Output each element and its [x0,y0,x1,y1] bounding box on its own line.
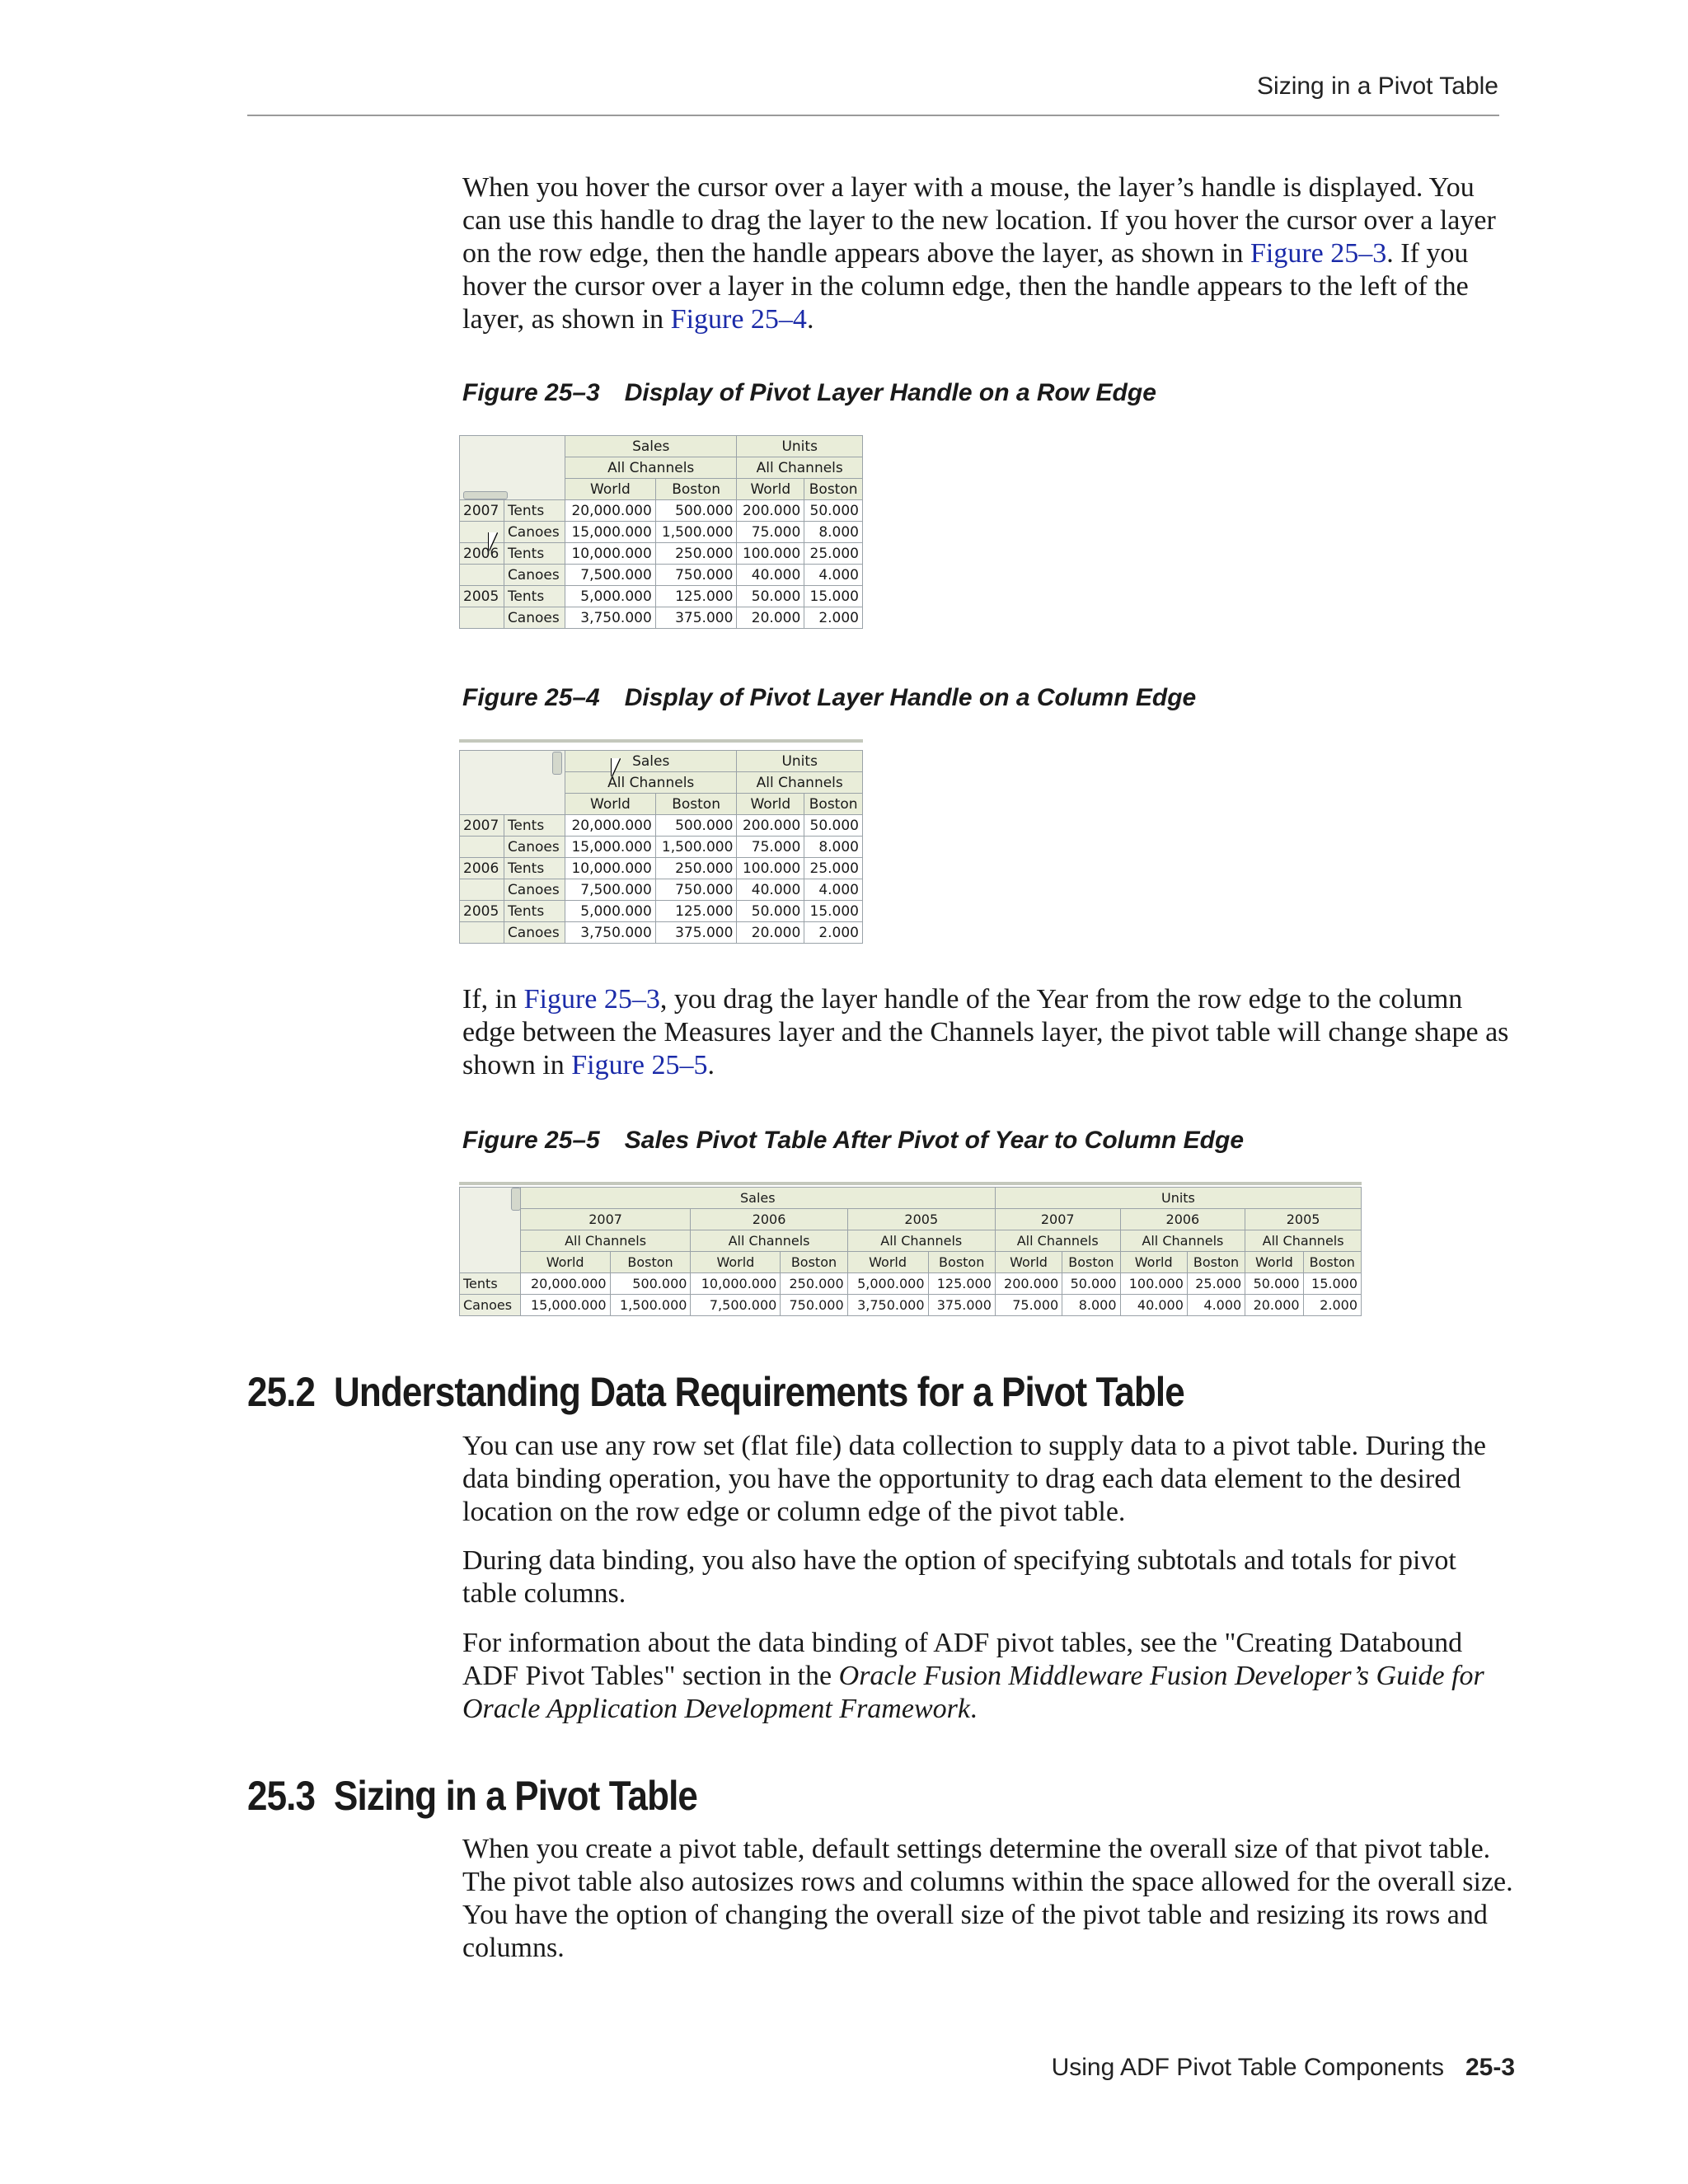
section-25-2-paragraph-3 [462,1627,1517,1726]
figure-label: Figure 25–4 [462,684,600,711]
product-header: Canoes [504,837,565,858]
data-cell: 10,000.000 [565,543,656,565]
year-header [460,922,504,944]
channel-header: All Channels [691,1230,847,1252]
section-title: Understanding Data Requirements for a Pivot Table [334,1369,1184,1415]
section-number: 25.2 [247,1369,316,1415]
year-header: 2005 [1245,1209,1362,1230]
data-cell: 4.000 [804,879,863,901]
data-cell: 250.000 [655,858,737,879]
figure-25-3-caption [462,379,1156,407]
data-cell: 20.000 [1245,1295,1303,1316]
data-cell: 250.000 [655,543,737,565]
data-cell: 75.000 [995,1295,1062,1316]
running-head: Sizing in a Pivot Table [1257,73,1498,100]
section-heading-25-2 [247,1368,1184,1416]
data-cell: 2.000 [804,607,863,629]
geography-header: Boston [655,794,737,815]
data-cell: 500.000 [655,815,737,837]
data-cell: 20,000.000 [520,1273,610,1295]
data-cell: 7,500.000 [565,879,656,901]
mid-text-2: , you drag the layer handle of the Year from the row edge to the column edge between the Measures layer and the Channels layer, the pivot table will change shape as shown in [462,984,1509,1080]
data-cell: 20,000.000 [565,815,656,837]
data-cell: 3,750.000 [565,607,656,629]
table-row [460,879,863,901]
channel-header: All Channels [995,1230,1120,1252]
para-text: For information about the data binding of ADF pivot tables, see the "Creating Databound ADF Pivot Tables" section in the [462,1628,1463,1691]
table-row [460,522,863,543]
figure-label: Figure 25–5 [462,1127,600,1154]
data-cell: 50.000 [737,901,804,922]
channel-header: All Channels [847,1230,995,1252]
data-cell: 20.000 [737,607,804,629]
section-25-3-paragraph-1: When you create a pivot table, default settings determine the overall size of that pivot table. The pivot table also autosizes rows and columns within the space allowed for the overall size. You have the option of changing the overall size of the pivot table and resizing its rows and columns. [462,1834,1513,1963]
geography-header: Boston [1303,1252,1361,1273]
data-cell: 125.000 [928,1273,995,1295]
data-cell: 375.000 [928,1295,995,1316]
channel-header: All Channels [1120,1230,1245,1252]
product-header: Tents [504,815,565,837]
intro-text-1: When you hover the cursor over a layer with a mouse, the layer’s handle is displayed. You can use this handle to drag the layer to the new location. If you hover the cursor over a layer on the row edge, then the handle appears above the layer, as shown in [462,172,1496,269]
year-header: 2005 [460,586,504,607]
data-cell: 10,000.000 [691,1273,781,1295]
mouse-cursor-icon [489,532,505,551]
data-cell: 5,000.000 [565,586,656,607]
data-cell: 375.000 [655,922,737,944]
figure-title: Display of Pivot Layer Handle on a Column Edge [624,684,1197,711]
geography-header: World [1120,1252,1187,1273]
geography-header: Boston [1062,1252,1120,1273]
year-header: 2006 [1120,1209,1245,1230]
geography-header: World [737,794,804,815]
product-header: Canoes [504,522,565,543]
data-cell: 15.000 [1303,1273,1361,1295]
link-figure-25-3[interactable]: Figure 25–3 [523,984,660,1015]
layer-handle-icon[interactable] [552,752,562,775]
intro-text-2: . If you hover the cursor over a layer in the column edge, then the handle appears to the left of the layer, as shown in [462,238,1469,335]
data-cell: 100.000 [1120,1273,1187,1295]
mid-text-3: . [707,1050,715,1080]
data-cell: 100.000 [737,858,804,879]
data-cell: 20.000 [737,922,804,944]
mid-text-1: If, in [462,984,524,1015]
data-cell: 8.000 [804,522,863,543]
geography-header: Boston [804,794,863,815]
data-cell: 125.000 [655,586,737,607]
data-cell: 75.000 [737,837,804,858]
year-header: 2007 [460,500,504,522]
header-row-geography [460,1252,1362,1273]
channel-header: All Channels [737,457,863,479]
table-row [460,1273,1362,1295]
section-25-2-paragraph-1: You can use any row set (flat file) data collection to supply data to a pivot table. During the data binding operation, you have the opportunity to drag each data element to the desired location on the row edge or column edge of the pivot table. [462,1431,1486,1527]
data-cell: 5,000.000 [847,1273,928,1295]
measure-header: Sales [520,1188,995,1209]
geography-header: Boston [655,479,737,500]
data-cell: 1,500.000 [655,837,737,858]
data-cell: 1,500.000 [655,522,737,543]
data-cell: 2.000 [804,922,863,944]
intro-text-3: . [806,304,814,335]
channel-header: All Channels [565,772,737,794]
data-cell: 15,000.000 [520,1295,610,1316]
table-row [460,500,863,522]
layer-handle-icon[interactable] [511,1188,521,1211]
data-cell: 15,000.000 [565,522,656,543]
figure-title: Display of Pivot Layer Handle on a Row Edge [624,379,1156,406]
table-top-border [459,739,863,743]
figure-label: Figure 25–3 [462,379,600,406]
product-header: Tents [460,1273,521,1295]
table-row [460,901,863,922]
measure-header: Units [995,1188,1361,1209]
header-row-measures [460,751,863,772]
channel-header: All Channels [1245,1230,1362,1252]
geography-header: World [737,479,804,500]
geography-header: Boston [610,1252,691,1273]
product-header: Canoes [460,1295,521,1316]
data-cell: 750.000 [655,565,737,586]
pivot-table-after-pivot [459,1187,1362,1316]
channel-header: All Channels [520,1230,691,1252]
section-heading-25-3 [247,1772,697,1820]
table-top-border [459,1182,1362,1185]
header-row-measures [460,436,863,457]
data-cell: 75.000 [737,522,804,543]
link-figure-25-4[interactable]: Figure 25–4 [670,304,807,335]
link-figure-25-3[interactable]: Figure 25–3 [1250,238,1387,269]
data-cell: 750.000 [781,1295,847,1316]
figure-25-5-caption [462,1127,1244,1155]
para-text-end: . [969,1694,978,1724]
data-cell: 50.000 [1062,1273,1120,1295]
data-cell: 125.000 [655,901,737,922]
geography-header: Boston [928,1252,995,1273]
data-cell: 7,500.000 [565,565,656,586]
figure-title: Sales Pivot Table After Pivot of Year to Column Edge [624,1127,1245,1154]
data-cell: 25.000 [1187,1273,1245,1295]
mouse-cursor-icon [612,758,628,776]
year-header: 2006 [460,858,504,879]
data-cell: 25.000 [804,543,863,565]
measure-header: Units [737,436,863,457]
link-figure-25-5[interactable]: Figure 25–5 [571,1050,708,1080]
year-header: 2005 [847,1209,995,1230]
channel-header: All Channels [737,772,863,794]
data-cell: 3,750.000 [847,1295,928,1316]
data-cell: 200.000 [737,500,804,522]
page-footer [1052,2054,1515,2082]
product-header: Canoes [504,879,565,901]
table-row [460,565,863,586]
section-25-2-paragraph-2: During data binding, you also have the option of specifying subtotals and totals for pivot table columns. [462,1545,1456,1609]
header-row-years [460,1209,1362,1230]
table-row [460,543,863,565]
year-header: 2006 [691,1209,847,1230]
data-cell: 2.000 [1303,1295,1361,1316]
data-cell: 1,500.000 [610,1295,691,1316]
data-cell: 15.000 [804,901,863,922]
data-cell: 8.000 [804,837,863,858]
measure-header: Sales [565,436,737,457]
table-row [460,922,863,944]
data-cell: 40.000 [737,565,804,586]
data-cell: 50.000 [1245,1273,1303,1295]
product-header: Tents [504,543,565,565]
product-header: Canoes [504,565,565,586]
product-header: Tents [504,901,565,922]
pivot-table-row-edge [459,435,863,629]
header-row-measures [460,1188,1362,1209]
data-cell: 500.000 [655,500,737,522]
product-header: Tents [504,500,565,522]
data-cell: 200.000 [737,815,804,837]
geography-header: World [995,1252,1062,1273]
geography-header: World [847,1252,928,1273]
table-row [460,586,863,607]
product-header: Tents [504,858,565,879]
book-title: Oracle Fusion Middleware Fusion Developer’s Guide for Oracle Application Development Framework [462,1661,1484,1724]
section-number: 25.3 [247,1773,316,1819]
table-row [460,1295,1362,1316]
geography-header: Boston [804,479,863,500]
channel-header: All Channels [565,457,737,479]
table-row [460,837,863,858]
measure-header: Sales [565,751,737,772]
year-header: 2007 [995,1209,1120,1230]
table-row [460,607,863,629]
geography-header: Boston [1187,1252,1245,1273]
footer-text: Using ADF Pivot Table Components [1051,2054,1444,2081]
geography-header: World [565,794,656,815]
table-row [460,815,863,837]
data-cell: 50.000 [737,586,804,607]
data-cell: 25.000 [804,858,863,879]
data-cell: 5,000.000 [565,901,656,922]
year-header [460,607,504,629]
page-number: 25-3 [1465,2054,1515,2081]
data-cell: 40.000 [737,879,804,901]
year-header: 2007 [460,815,504,837]
geography-header: World [1245,1252,1303,1273]
geography-header: Boston [781,1252,847,1273]
data-cell: 3,750.000 [565,922,656,944]
mid-paragraph [462,983,1517,1082]
geography-header: World [691,1252,781,1273]
corner-cell [460,436,565,500]
figure-25-4-caption [462,684,1196,712]
year-header: 2006 [460,543,504,565]
geography-header: World [520,1252,610,1273]
product-header: Tents [504,586,565,607]
intro-paragraph [462,171,1517,336]
data-cell: 4.000 [804,565,863,586]
data-cell: 50.000 [804,815,863,837]
data-cell: 200.000 [995,1273,1062,1295]
geography-header: World [565,479,656,500]
data-cell: 375.000 [655,607,737,629]
layer-handle-icon[interactable] [463,491,508,499]
year-header [460,879,504,901]
measure-header: Units [737,751,863,772]
data-cell: 4.000 [1187,1295,1245,1316]
data-cell: 15.000 [804,586,863,607]
header-rule [247,115,1499,116]
table-row [460,858,863,879]
data-cell: 750.000 [655,879,737,901]
corner-cell [460,751,565,815]
year-header: 2007 [520,1209,691,1230]
header-row-channels [460,1230,1362,1252]
year-header [460,565,504,586]
year-header: 2005 [460,901,504,922]
data-cell: 250.000 [781,1273,847,1295]
product-header: Canoes [504,607,565,629]
pivot-table-column-edge [459,750,863,944]
data-cell: 8.000 [1062,1295,1120,1316]
data-cell: 50.000 [804,500,863,522]
year-header [460,837,504,858]
data-cell: 20,000.000 [565,500,656,522]
data-cell: 15,000.000 [565,837,656,858]
data-cell: 10,000.000 [565,858,656,879]
product-header: Canoes [504,922,565,944]
data-cell: 7,500.000 [691,1295,781,1316]
data-cell: 40.000 [1120,1295,1187,1316]
data-cell: 100.000 [737,543,804,565]
section-title: Sizing in a Pivot Table [334,1773,698,1819]
data-cell: 500.000 [610,1273,691,1295]
